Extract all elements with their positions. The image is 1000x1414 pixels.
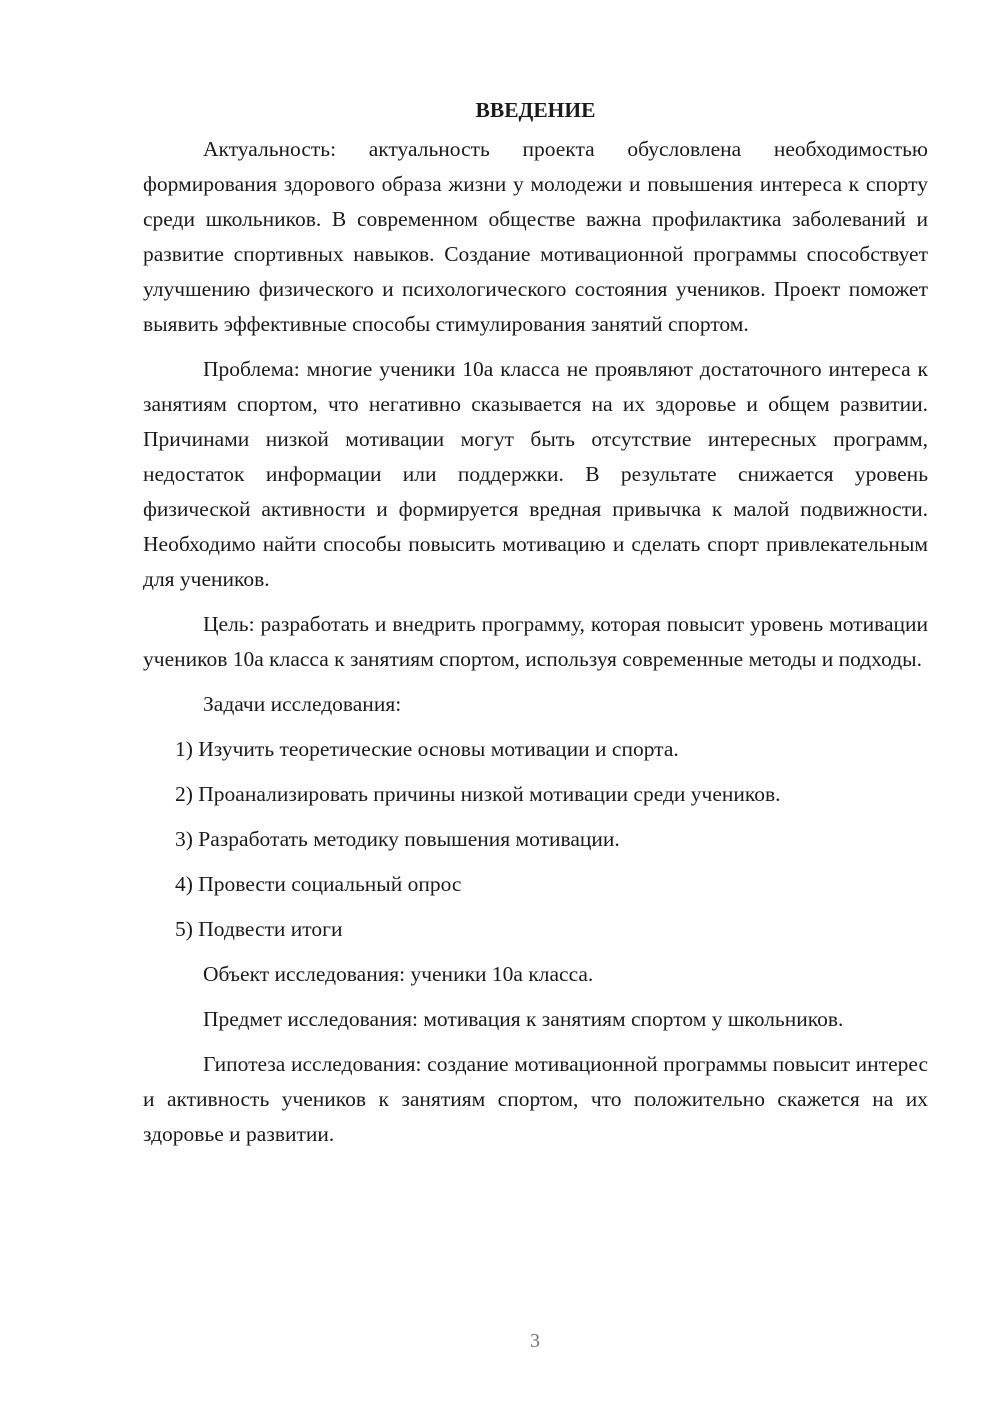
paragraph-subject: Предмет исследования: мотивация к занятиям спортом у школьников. bbox=[203, 1007, 844, 1031]
paragraph-tasks-title: Задачи исследования: bbox=[203, 692, 402, 716]
list-item: 5) Подвести итоги bbox=[175, 917, 343, 941]
section-heading: ВВЕДЕНИЕ bbox=[475, 98, 596, 122]
list-item: 1) Изучить теоретические основы мотивации и спорта. bbox=[175, 737, 679, 761]
tasks-list bbox=[143, 732, 928, 947]
page-number: 3 bbox=[530, 1330, 540, 1352]
list-item: 3) Разработать методику повышения мотивации. bbox=[175, 827, 620, 851]
paragraph-problem: Проблема: многие ученики 10а класса не проявляют достаточного интереса к занятиям спортом, что негативно сказывается на их здоровье и общем развитии. Причинами низкой мотивации могут быть отсутствие интересных программ, недостаток информации или поддержки. В результате снижается уровень физической активности и формируется вредная привычка к малой подвижности. Необходимо найти способы повысить мотивацию и сделать спорт привлекательным для учеников. bbox=[143, 357, 928, 591]
list-item: 2) Проанализировать причины низкой мотивации среди учеников. bbox=[175, 782, 781, 806]
paragraph-object: Объект исследования: ученики 10а класса. bbox=[203, 962, 594, 986]
paragraph-hypothesis: Гипотеза исследования: создание мотивационной программы повысит интерес и активность учеников к занятиям спортом, что положительно скажется на их здоровье и развитии. bbox=[143, 1052, 928, 1146]
paragraph-relevance: Актуальность: актуальность проекта обусловлена необходимостью формирования здорового образа жизни у молодежи и повышения интереса к спорту среди школьников. В современном обществе важна профилактика заболеваний и развитие спортивных навыков. Создание мотивационной программы способствует улучшению физического и психологического состояния учеников. Проект поможет выявить эффективные способы стимулирования занятий спортом. bbox=[143, 137, 928, 336]
paragraph-goal: Цель: разработать и внедрить программу, которая повысит уровень мотивации учеников 10а класса к занятиям спортом, используя современные методы и подходы. bbox=[143, 612, 928, 671]
document-page bbox=[143, 93, 928, 1162]
list-item: 4) Провести социальный опрос bbox=[175, 872, 462, 896]
